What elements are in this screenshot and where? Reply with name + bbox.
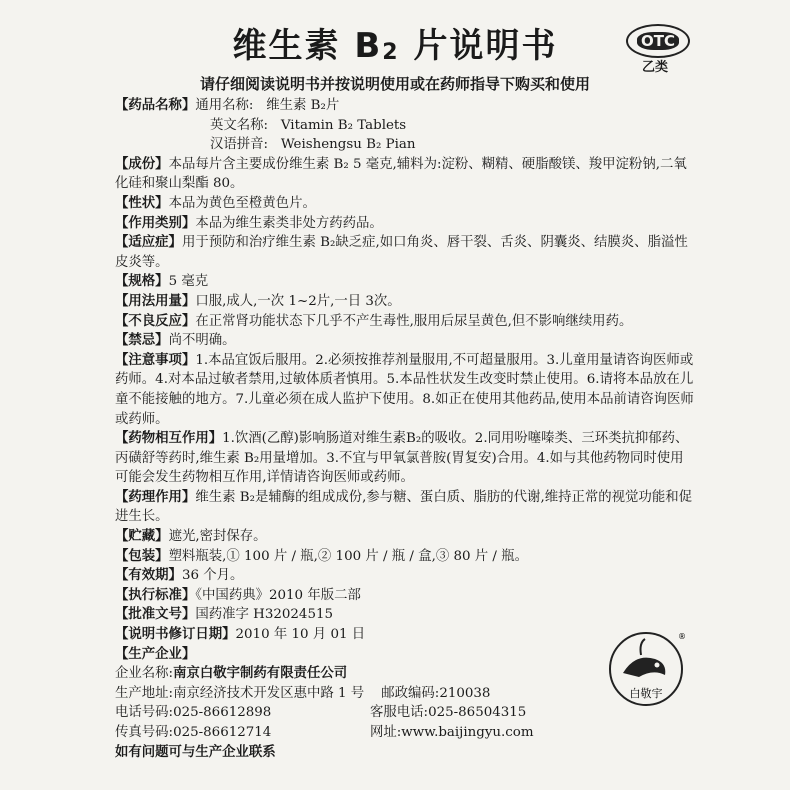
- section-7: [115, 331, 695, 351]
- section-label: 【规格】: [115, 274, 169, 290]
- section-label: 【注意事项】: [115, 352, 196, 368]
- section-text: 2010 年 10 月 01 日: [235, 627, 366, 643]
- section-text: 本品为黄色至橙黄色片。: [168, 195, 316, 211]
- section-4: [115, 272, 695, 292]
- section-3: [115, 233, 695, 272]
- svg-text:白敬宇: 白敬宇: [629, 687, 663, 700]
- section-5: [115, 292, 695, 312]
- section-13: [115, 566, 695, 586]
- section-text: 国药准字 H32024515: [195, 607, 333, 623]
- otc-badge: OTC: [626, 24, 690, 58]
- section-text: 尚不明确。: [168, 333, 236, 349]
- section-14: [115, 586, 695, 606]
- section-1: [115, 194, 695, 214]
- section-text: 塑料瓶装,① 100 片 / 瓶,② 100 片 / 瓶 / 盒,③ 80 片 / 瓶。: [168, 548, 528, 564]
- section-label: 【药物相互作用】: [115, 431, 223, 447]
- section-9: [115, 429, 695, 488]
- manufacturer-fax-row: 传真号码:025-86612714 网址:www.baijingyu.com: [115, 725, 534, 740]
- section-text: 1.饮酒(乙醇)影响肠道对维生素B₂的吸收。2.同用吩噻嗪类、三环类抗抑郁药、丙磺舒等药时,维生素 B₂用量增加。3.不宜与甲氧氯普胺(胃复安)合用。4.如与其他药物同时使用可能会发生药物相互作用,详情请咨询医师或药师。: [115, 431, 689, 486]
- page-title: 维生素 B2 片说明书: [232, 26, 558, 66]
- section-label: 【说明书修订日期】: [115, 627, 236, 643]
- section-label: 【执行标准】: [115, 587, 196, 603]
- company-logo: [605, 625, 687, 710]
- section-label: 【用法用量】: [115, 293, 196, 309]
- section-text: 用于预防和治疗维生素 B₂缺乏症,如口角炎、唇干裂、舌炎、阴囊炎、结膜炎、脂溢性皮炎等。: [115, 235, 688, 270]
- section-label: 【禁忌】: [115, 333, 169, 349]
- section-label: 【批准文号】: [115, 607, 196, 623]
- section-10: [115, 488, 695, 527]
- manufacturer-address-row: 生产地址:南京经济技术开发区惠中路 1 号 邮政编码:210038: [115, 685, 491, 701]
- section-8: [115, 351, 695, 429]
- section-text: 维生素 B₂是辅酶的组成成份,参与糖、蛋白质、脂肪的代谢,维持正常的视觉功能和促进生长。: [115, 489, 692, 525]
- section-label: 【药理作用】: [115, 489, 196, 505]
- section-15: [115, 605, 695, 625]
- section-0: [115, 155, 695, 194]
- manufacturer-phone-row: 电话号码:025-86612898 客服电话:025-86504315: [115, 705, 527, 721]
- contact-footer: 如有问题可与生产企业联系: [115, 744, 276, 760]
- section-label: 【成份】: [115, 156, 169, 172]
- section-12: [115, 547, 695, 567]
- section-label: 【不良反应】: [115, 313, 196, 329]
- section-text: 遮光,密封保存。: [168, 529, 267, 545]
- section-label: 【性状】: [115, 195, 169, 211]
- section-label: 【有效期】: [115, 568, 182, 584]
- english-name-row: 英文名称: Vitamin B₂ Tablets: [210, 117, 407, 133]
- section-text: 在正常肾功能状态下几乎不产生毒性,服用后尿呈黄色,但不影响继续用药。: [195, 313, 633, 329]
- section-text: 口服,成人,一次 1~2片,一日 3次。: [195, 293, 401, 309]
- otc-class-label: 乙类: [642, 60, 669, 75]
- section-label: 【适应症】: [115, 235, 182, 251]
- section-2: [115, 214, 695, 234]
- section-label: 【包装】: [115, 548, 169, 564]
- manufacturer-name-row: 企业名称:南京白敬宇制药有限责任公司: [115, 666, 348, 682]
- section-text: 《中国药典》2010 年版二部: [195, 587, 361, 603]
- section-text: 本品每片含主要成份维生素 B₂ 5 毫克,辅料为:淀粉、糊精、硬脂酸镁、羧甲淀粉钠,二氧化硅和聚山梨酯 80。: [115, 156, 687, 192]
- drug-name-row: 【药品名称】通用名称: 维生素 B₂片: [115, 98, 340, 113]
- section-6: [115, 312, 695, 332]
- sections: [115, 155, 695, 645]
- usage-notice: 请仔细阅读说明书并按说明使用或在药师指导下购买和使用: [199, 75, 590, 93]
- section-text: 1.本品宜饭后服用。2.必须按推荐剂量服用,不可超量服用。3.儿童用量请咨询医师或药师。4.对本品过敏者禁用,过敏体质者慎用。5.本品性状发生改变时禁止使用。6.请将本品放在儿童不能接触的地方。7.儿童必须在成人监护下使用。8.如正在使用其他药品,使用本品前请咨询医师或药师。: [115, 352, 694, 427]
- section-text: 5 毫克: [168, 274, 209, 290]
- pinyin-name-row: 汉语拼音: Weishengsu B₂ Pian: [210, 137, 416, 153]
- section-text: 本品为维生素类非处方药药品。: [195, 215, 383, 231]
- section-text: 36 个月。: [181, 568, 244, 584]
- svg-text:®: ®: [678, 632, 686, 641]
- section-11: [115, 527, 695, 547]
- manufacturer-header: 【生产企业】: [115, 646, 196, 662]
- section-label: 【作用类别】: [115, 215, 196, 231]
- section-label: 【贮藏】: [115, 529, 169, 545]
